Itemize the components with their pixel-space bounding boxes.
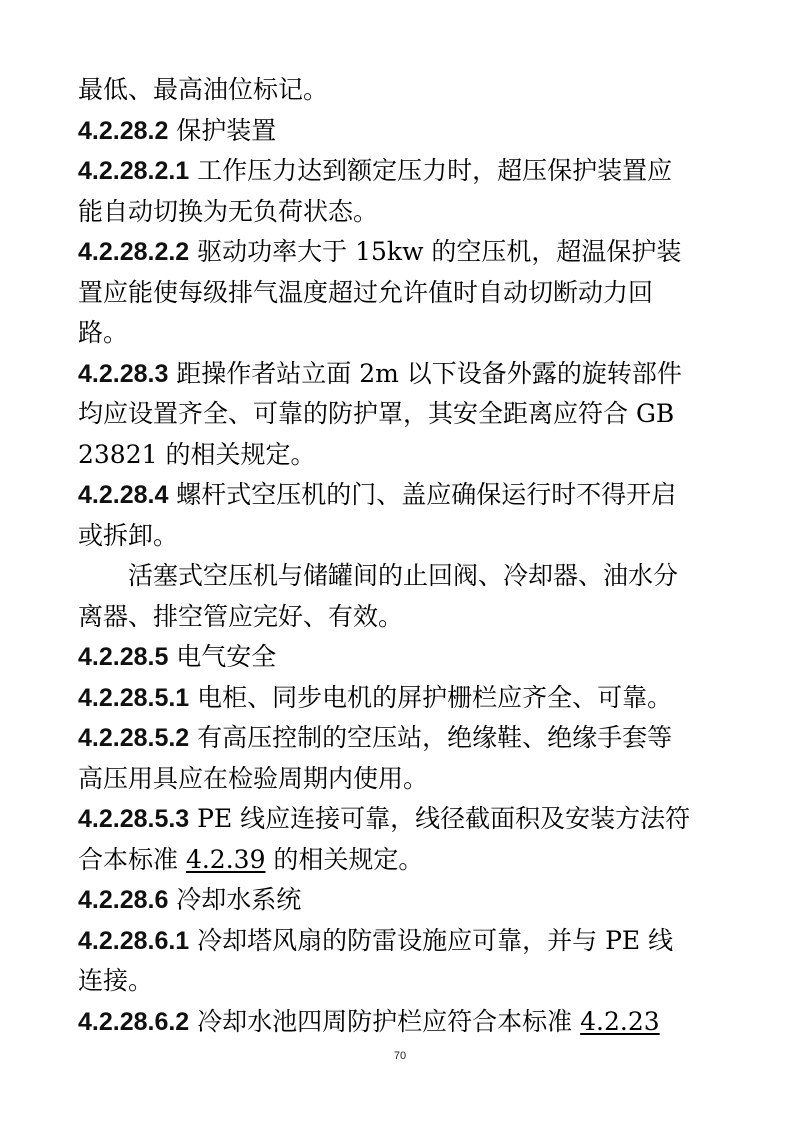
text-line <box>78 435 728 476</box>
line-text: 能自动切换为无负荷状态。 <box>78 196 379 226</box>
line-text: 离器、排空管应完好、有效。 <box>78 601 404 631</box>
text-line <box>78 516 728 557</box>
line-text: 距操作者站立面 2m 以下设备外露的旋转部件 <box>168 358 682 388</box>
line-text: 路。 <box>78 318 129 347</box>
clause-number: 4.2.28.6 <box>78 886 169 914</box>
line-text: 工作压力达到额定压力时，超压保护装置应 <box>189 156 673 185</box>
clause-number: 4.2.28.5 <box>78 643 169 671</box>
text-line <box>78 840 728 881</box>
text-line <box>78 70 728 111</box>
line-text: 最低、最高油位标记。 <box>78 75 329 104</box>
line-text: 有高压控制的空压站，绝缘鞋、绝缘手套等 <box>189 723 673 752</box>
clause-number: 4.2.28.6.1 <box>78 926 190 955</box>
text-line <box>78 759 728 800</box>
clause-line <box>78 232 728 273</box>
clause-line <box>78 1002 728 1043</box>
clause-line <box>78 475 728 516</box>
clause-number: 4.2.28.5.2 <box>78 724 190 752</box>
standard-reference-link[interactable]: 4.2.39 <box>185 844 266 874</box>
clause-line <box>78 151 728 192</box>
clause-number: 4.2.28.3 <box>78 359 169 388</box>
text-line <box>78 394 728 435</box>
clause-line <box>78 921 728 962</box>
line-text-after: 的相关规定。 <box>265 844 424 874</box>
clause-number: 4.2.28.5.3 <box>78 805 190 833</box>
section-heading <box>78 111 728 152</box>
clause-line <box>78 799 728 840</box>
clause-line <box>78 678 728 719</box>
clause-line <box>78 354 728 395</box>
text-line <box>78 313 728 354</box>
clause-number: 4.2.28.2 <box>78 116 169 145</box>
line-text: 活塞式空压机与储罐间的止回阀、冷却器、油水分 <box>128 561 679 590</box>
line-text: 23821 的相关规定。 <box>78 439 316 469</box>
text-line <box>78 597 728 638</box>
heading-text: 电气安全 <box>168 642 277 671</box>
clause-number: 4.2.28.5.1 <box>78 683 190 712</box>
text-line <box>78 273 728 314</box>
clause-number: 4.2.28.2.2 <box>78 238 190 266</box>
page-number: 70 <box>393 1050 407 1062</box>
line-text: 驱动功率大于 15kw 的空压机，超温保护装 <box>189 237 682 266</box>
line-text: 冷却水池四周防护栏应符合本标准 <box>189 1006 581 1036</box>
line-text: PE 线应连接可靠，线径截面积及安装方法符 <box>189 804 691 833</box>
heading-text: 冷却水系统 <box>168 885 302 914</box>
line-text: 连接。 <box>78 966 154 995</box>
line-text: 螺杆式空压机的门、盖应确保运行时不得开启 <box>168 480 677 509</box>
clause-number: 4.2.28.2.1 <box>78 157 190 185</box>
heading-text: 保护装置 <box>168 115 277 145</box>
section-heading <box>78 637 728 678</box>
text-line <box>78 192 728 233</box>
text-line <box>78 961 728 1002</box>
line-text: 置应能使每级排气温度超过允许值时自动切断动力回 <box>78 277 654 307</box>
standard-reference-link[interactable]: 4.2.23 <box>580 1006 660 1036</box>
line-text: 冷却塔风扇的防雷设施应可靠，并与 PE 线 <box>189 925 674 955</box>
section-heading <box>78 880 728 921</box>
line-text: 电柜、同步电机的屏护栅栏应齐全、可靠。 <box>189 682 673 712</box>
line-text: 或拆卸。 <box>78 520 179 550</box>
line-text: 均应设置齐全、可靠的防护罩，其安全距离应符合 GB <box>78 399 675 428</box>
document-body <box>78 70 728 1042</box>
clause-line <box>78 718 728 759</box>
indented-paragraph-line <box>78 556 728 597</box>
line-text: 高压用具应在检验周期内使用。 <box>78 763 429 793</box>
clause-number: 4.2.28.6.2 <box>78 1007 190 1036</box>
line-text: 合本标准 <box>78 844 186 874</box>
clause-number: 4.2.28.4 <box>78 481 169 509</box>
